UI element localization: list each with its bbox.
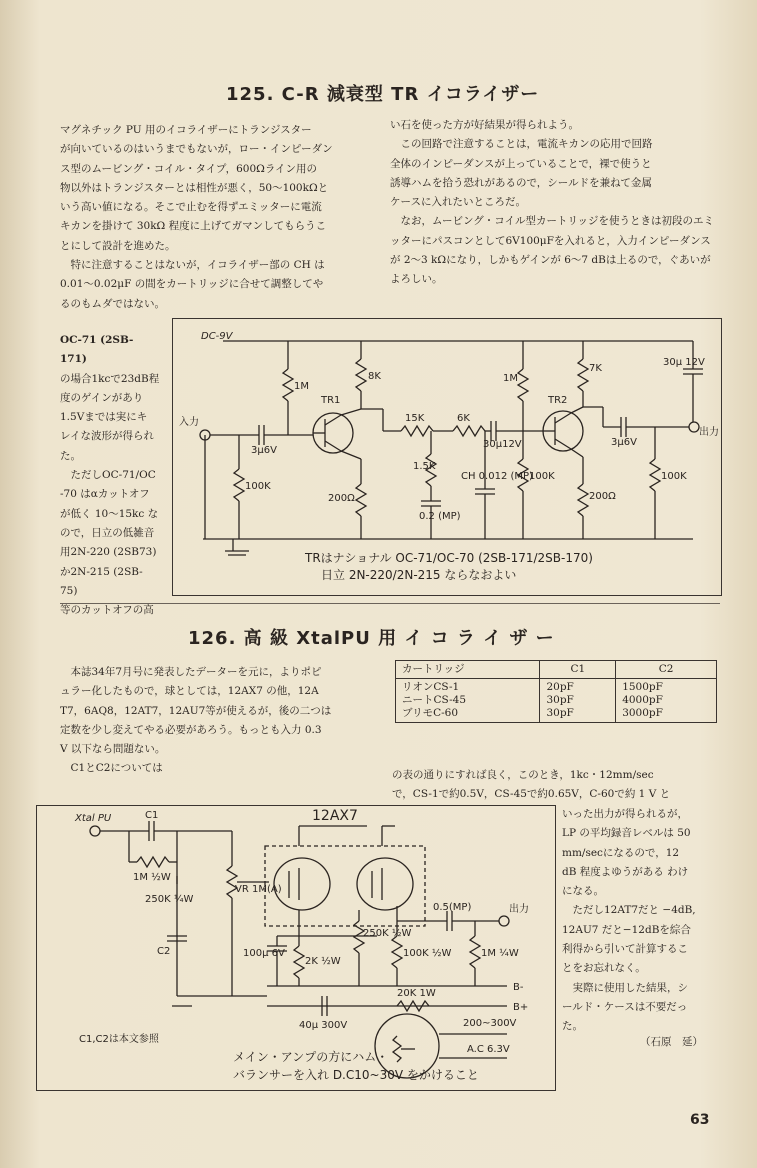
label-r8: 1M <box>503 373 518 384</box>
text-line: 物以外はトランジスターとは相性が悪く，50～100kΩと <box>60 181 329 194</box>
text-line: 定数を少し変えてやる必要があろう。もっとも入力 0.3 <box>60 723 322 736</box>
author: （石原 延） <box>640 1036 703 1048</box>
label-r2: 250K ¼W <box>145 894 194 905</box>
text-line: た。 <box>562 1020 583 1033</box>
label-c-mid: 30μ12V <box>483 439 522 450</box>
text-line: になる。 <box>562 885 604 898</box>
label-input: Xtal PU <box>75 813 112 824</box>
label-r5: 15K <box>405 413 425 424</box>
text-line: 実際に使用した結果，シ <box>562 981 688 994</box>
text-line: ので，日立の低雑音 <box>60 526 155 539</box>
text-line: 用2N-220 (2SB73) <box>60 546 157 559</box>
text-line: いう高い値になる。そこで止むを得ずエミッターに電流 <box>60 201 322 214</box>
note-c1-c2: C1,C2は本文参照 <box>79 1034 159 1045</box>
label-r4: 200Ω <box>328 493 355 504</box>
note-hum-balancer-1: メイン・アンプの方にハム・ <box>233 1050 389 1064</box>
label-r9: 7K <box>589 363 602 374</box>
label-r1: 1M <box>294 381 309 392</box>
text-line: -70 はαカットオフ <box>60 488 150 501</box>
text-line: ールド・ケースは不要だっ <box>562 1000 688 1013</box>
section-126-right-text-a <box>392 766 722 805</box>
section-126-title: 126. 高 級 XtalPU 用 イ コ ラ イ ザ ー <box>188 628 555 649</box>
text-line: 誘導ハムを拾う恐れがあるので，シールドを兼ねて金属 <box>390 176 652 189</box>
label-ac: A.C 6.3V <box>467 1044 510 1055</box>
text-line: キカンを掛けて 30kΩ 程度に上げてガマンしてもらうこ <box>60 220 327 233</box>
note-tr-types: TRはナショナル OC-71/OC-70 (2SB-171/2SB-170) <box>305 551 593 565</box>
text-line: なお，ムービング・コイル型カートリッジを使うときは初段のエミッターにパスコンとして6V100μFを入れると，入力インピーダンスが 2～3 kΩになり，しかもゲインが 6～7 dBは上るので，ぐあいがよろしい。 <box>390 215 715 286</box>
page-number: 63 <box>690 1112 710 1128</box>
label-c-top: 30μ 12V <box>663 357 705 368</box>
table-header: カートリッジ <box>396 661 540 679</box>
label-vr: VR 1M(A) <box>235 884 282 895</box>
section-126-left-text <box>60 663 372 779</box>
label-r7: 1.5K <box>413 461 436 472</box>
text-line: V 以下なら問題ない。 <box>60 743 166 756</box>
text-line: ただし12AT7だと −4dB, <box>562 904 696 917</box>
text-line: 特に注意することはないが，イコライザー部の CH は <box>60 259 325 272</box>
label-r11: 200Ω <box>589 491 616 502</box>
note-hum-balancer-2: バランサーを入れ D.C10~30V をかけること <box>233 1068 479 1082</box>
table-header-row <box>396 661 717 679</box>
cell-value: リオンCS-1 <box>402 681 460 693</box>
schematic-126 <box>36 805 556 1091</box>
label-r6: 6K <box>457 413 470 424</box>
table-row <box>396 679 717 723</box>
label-bv: 200~300V <box>463 1018 517 1029</box>
section-125-title: 125. C-R 減衰型 TR イコライザー <box>226 84 540 105</box>
text-line: 1.5Vまでは実にキ <box>60 411 148 424</box>
label-c5: 40μ 300V <box>299 1020 348 1031</box>
cell-value: ブリモC-60 <box>402 707 459 719</box>
table-header: C2 <box>616 661 717 679</box>
section-125-narrow-text <box>60 331 160 620</box>
label-c3: 100μ 6V <box>243 948 285 959</box>
table-header: C1 <box>540 661 616 679</box>
text-line: mm/secになるので，12 <box>562 846 680 859</box>
label-c-mp: 0.2 (MP) <box>419 511 461 522</box>
text-line: dB 程度よゆうがある わけ <box>562 865 689 878</box>
label-r12: 100K <box>661 471 687 482</box>
cell-value: 30pF <box>546 694 574 706</box>
section-divider <box>60 603 720 604</box>
label-tube: 12AX7 <box>312 808 358 824</box>
label-supply: DC-9V <box>201 331 233 342</box>
text-line: LP の平均録音レベルは 50 <box>562 827 691 840</box>
cell-value: 3000pF <box>622 707 663 719</box>
cell-value: 4000pF <box>622 694 663 706</box>
label-c-out: 3μ6V <box>611 437 637 448</box>
label-b-plus: B+ <box>513 1002 529 1013</box>
text-line: が向いているのはいうまでもないが，ロー・インピーダン <box>60 143 333 156</box>
text-line: 度のゲインがあり <box>60 391 144 404</box>
table-cell <box>540 679 616 723</box>
section-126-right-text-b <box>562 805 722 1037</box>
text-line: レイな波形が得られ <box>60 430 154 443</box>
text-line: い石を使った方が好結果が得られよう。 <box>390 119 579 131</box>
table-cell <box>396 679 540 723</box>
label-r1: 1M ½W <box>133 872 171 883</box>
label-tr2: TR2 <box>548 395 568 406</box>
section-125-right-text <box>390 116 720 290</box>
label-r7: 20K 1W <box>397 988 436 999</box>
label-r6: 1M ¼W <box>481 948 519 959</box>
text-line: とをお忘れなく。 <box>562 962 646 975</box>
label-input: 入力 <box>179 417 199 428</box>
text-line: C1とC2については <box>60 762 163 775</box>
label-r3: 100K <box>245 481 271 492</box>
label-r4: 250K ½W <box>363 928 412 939</box>
text-line: いった出力が得られるが， <box>562 808 688 820</box>
label-output: 出力 <box>699 427 719 438</box>
label-r10: 100K <box>529 471 555 482</box>
text-line: 12AU7 だと−12dBを綜合 <box>562 923 691 936</box>
text-line: た。 <box>60 449 81 462</box>
table-cell <box>616 679 717 723</box>
schematic-125-drawing <box>173 319 721 595</box>
text-line: 等のカットオフの高 <box>60 604 154 617</box>
label-ch: CH 0.012 (MP) <box>461 471 533 482</box>
text-line: 本誌34年7月号に発表したデーターを元に，よりポピ <box>60 666 322 678</box>
section-125-left-text <box>60 121 372 314</box>
label-c2: C2 <box>157 946 171 957</box>
label-c4: 0.5(MP) <box>433 902 472 913</box>
text-line: か2N-215 (2SB-75) <box>60 565 143 597</box>
schematic-125 <box>172 318 722 596</box>
cell-value: 20pF <box>546 681 574 693</box>
text-line: この回路で注意することは，電流キカンの応用で回路 <box>390 138 653 151</box>
cell-value: 30pF <box>546 707 574 719</box>
cell-value: ニートCS-45 <box>402 694 467 706</box>
cell-value: 1500pF <box>622 681 663 693</box>
text-line: 全体のインピーダンスが上っていることで，裸で使うと <box>390 157 652 170</box>
text-line: で，CS-1で約0.5V，CS-45で約0.65V，C-60で約 1 V と <box>392 788 671 801</box>
text-line: マグネチック PU 用のイコライザーにトランジスター <box>60 124 312 136</box>
label-r3: 2K ½W <box>305 956 341 967</box>
label-b-minus: B- <box>513 982 524 993</box>
text-line: ス型のムービング・コイル・タイプ，600Ωライン用の <box>60 162 318 175</box>
text-line: ュラー化したもので，球としては，12AX7 の他，12A <box>60 685 319 698</box>
text-line: ケースに入れたいところだ。 <box>390 196 526 209</box>
note-hitachi: 日立 2N-220/2N-215 ならなおよい <box>321 568 517 582</box>
text-line: ただしOC-71/OC <box>60 469 156 482</box>
text-line: 0.01～0.02μF の間をカートリッジに合せて調整してや <box>60 278 324 291</box>
text-line: の場合1kcで23dB程 <box>60 372 160 385</box>
cartridge-table <box>395 660 717 723</box>
text-line: るのもムダではない。 <box>60 297 165 310</box>
text-line: OC-71 (2SB-171) <box>60 334 134 366</box>
label-tr1: TR1 <box>321 395 341 406</box>
label-r2: 8K <box>368 371 381 382</box>
text-line: 利得から引いて計算するこ <box>562 943 688 956</box>
text-line: T7，6AQ8，12AT7，12AU7等が使えるが，後の二つは <box>60 704 332 717</box>
label-output: 出力 <box>509 904 529 915</box>
label-r5: 100K ½W <box>403 948 452 959</box>
label-c-in: 3μ6V <box>251 445 277 456</box>
label-c1: C1 <box>145 810 159 821</box>
text-line: が低く 10～15kc な <box>60 507 159 520</box>
text-line: の表の通りにすれば良く，このとき，1kc・12mm/sec <box>392 769 654 781</box>
text-line: とにして設計を進めた。 <box>60 239 176 252</box>
schematic-126-drawing <box>37 806 555 1090</box>
